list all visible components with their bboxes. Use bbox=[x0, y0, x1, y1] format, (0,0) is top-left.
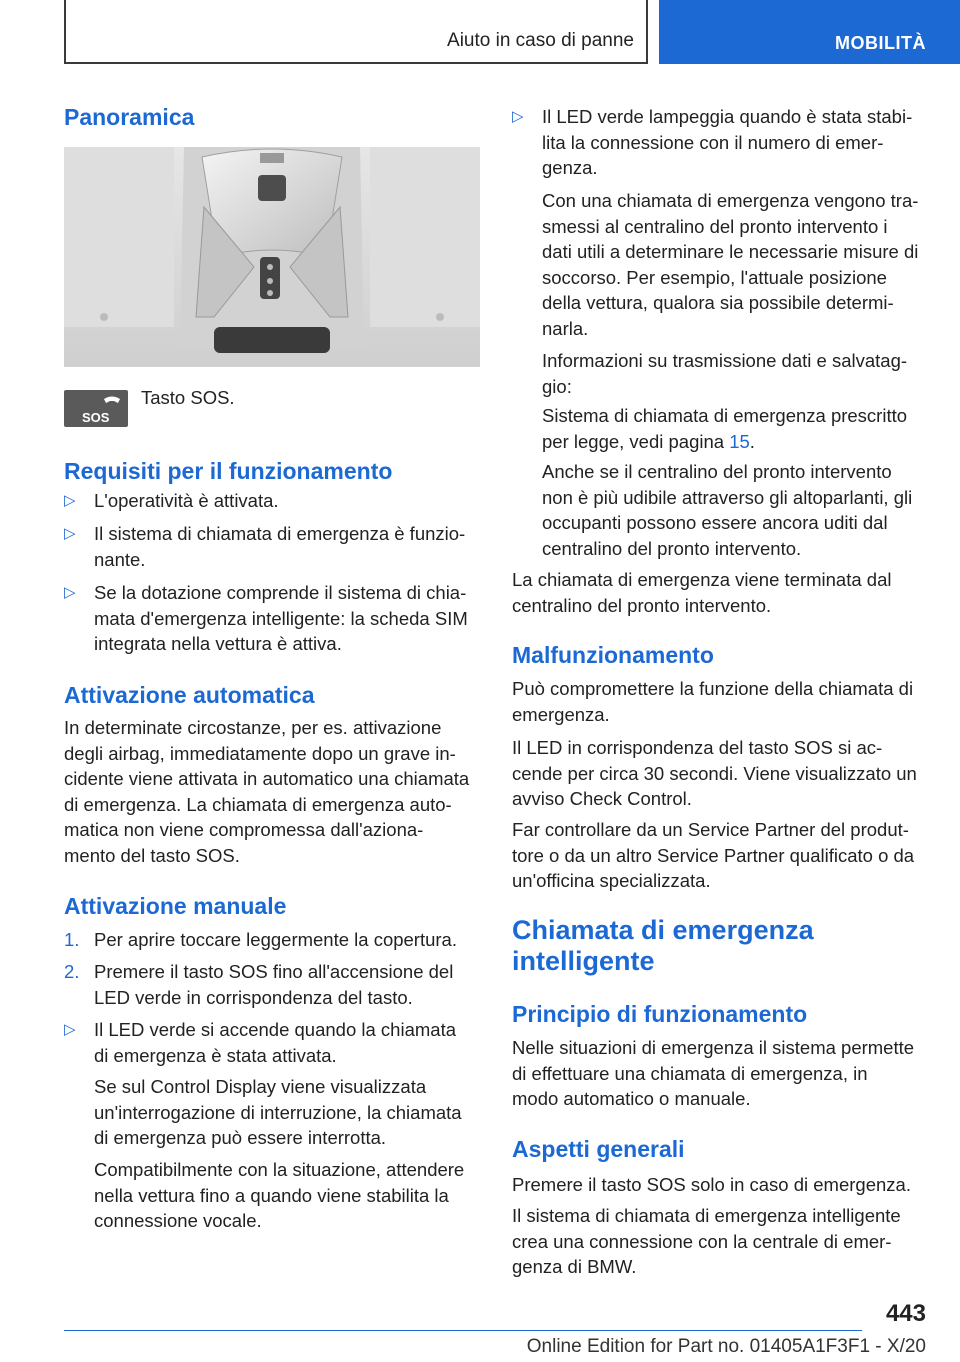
paragraph-legal-system: Sistema di chiamata di emergenza prescritto per legge, vedi pagina 15. bbox=[542, 405, 908, 452]
step-item bbox=[64, 927, 484, 953]
list-item bbox=[64, 1017, 484, 1069]
list-item-text: Il LED verde lampeggia quando è stata stabi- bbox=[542, 106, 913, 127]
paragraph-principio: Nelle situazioni di emergenza il sistema permette di effettuare una chiamata di emergenza, in modo automatico o manuale. bbox=[512, 1037, 915, 1109]
sos-phone-icon bbox=[64, 390, 128, 427]
overhead-console-photo bbox=[64, 147, 480, 367]
header-chapter-label: MOBILITÀ bbox=[835, 33, 926, 53]
paragraph-call-end: La chiamata di emergenza viene terminata dal centralino del pronto intervento. bbox=[512, 569, 892, 616]
list-item bbox=[64, 521, 480, 573]
page-header bbox=[0, 0, 960, 68]
heading-principio: Principio di funzionamento bbox=[512, 1001, 808, 1027]
sos-button-icon bbox=[64, 390, 128, 427]
overhead-console-illustration bbox=[64, 147, 480, 367]
list-item-text: lita la connessione con il numero di emer- bbox=[542, 131, 884, 153]
sos-icon-label: SOS bbox=[82, 410, 110, 425]
bullet-triangle-icon: ▷ bbox=[64, 1021, 76, 1038]
heading-requisiti: Requisiti per il funzionamento bbox=[64, 458, 393, 484]
paragraph-malf-2: Il LED in corrispondenza del tasto SOS si ac- cende per circa 30 secondi. Viene visualizzato un avviso Check Control. bbox=[512, 737, 917, 809]
list-item-text: integrata nella vettura è attiva. bbox=[94, 633, 342, 654]
paragraph-occupants-heard: Anche se il centralino del pronto intervento non è più udibile attraverso gli altoparlanti, gli occupanti possono essere ancora uditi dal centralino del pronto intervento. bbox=[542, 461, 913, 559]
bullet-triangle-icon: ▷ bbox=[64, 492, 76, 509]
paragraph-aspetti-1: Premere il tasto SOS solo in caso di emergenza. bbox=[512, 1174, 911, 1195]
heading-attivazione-manuale: Attivazione manuale bbox=[64, 893, 287, 919]
footer-edition: Online Edition for Part no. 01405A1F3F1 - X/20 bbox=[526, 1336, 926, 1357]
step-text: LED verde in corrispondenza del tasto. bbox=[94, 986, 413, 1008]
list-item bbox=[512, 104, 932, 182]
step-item bbox=[64, 959, 484, 1011]
list-item-text: Il LED verde si accende quando la chiamata bbox=[94, 1019, 456, 1040]
sos-caption: Tasto SOS. bbox=[141, 387, 235, 408]
footer-divider bbox=[64, 1330, 862, 1331]
heading-chiamata-intelligente: Chiamata di emergenza intelligente bbox=[512, 915, 814, 976]
paragraph-aspetti-2: Il sistema di chiamata di emergenza intelligente crea una connessione con la centrale di emer- genza di BMW. bbox=[512, 1205, 901, 1277]
bullet-triangle-icon: ▷ bbox=[512, 108, 524, 125]
list-item-text: di emergenza è stata attivata. bbox=[94, 1044, 337, 1066]
page-reference-link[interactable]: 15 bbox=[729, 430, 750, 452]
paragraph-data-transmission: Con una chiamata di emergenza vengono tra- smessi al centralino del pronto intervento i dati utili a determinare le necessarie misure di soccorso. Per esempio, l'attuale posizione della vettura, qualora sia possibile determi- narla. bbox=[542, 190, 919, 339]
step-number: 2. bbox=[64, 961, 80, 982]
step-text: Per aprire toccare leggermente la copertura. bbox=[94, 929, 457, 950]
list-item-text: L'operatività è attivata. bbox=[94, 490, 279, 511]
list-item bbox=[64, 488, 480, 514]
list-item-text: mata d'emergenza intelligente: la scheda SIM bbox=[94, 607, 468, 629]
list-item bbox=[64, 580, 480, 658]
bullet-triangle-icon: ▷ bbox=[64, 584, 76, 601]
heading-panoramica: Panoramica bbox=[64, 104, 195, 130]
list-item-text: Il sistema di chiamata di emergenza è funzio- bbox=[94, 523, 466, 544]
paragraph-malf-3: Far controllare da un Service Partner del produt- tore o da un altro Service Partner qualificato o da un'officina specializzata. bbox=[512, 819, 915, 891]
heading-attivazione-automatica: Attivazione automatica bbox=[64, 682, 315, 708]
header-section-box bbox=[64, 0, 648, 64]
heading-malfunzionamento: Malfunzionamento bbox=[512, 642, 714, 668]
header-section-title: Aiuto in caso di panne bbox=[447, 30, 634, 51]
paragraph-led-interrupt: Se sul Control Display viene visualizzata un'interrogazione di interruzione, la chiamata di emergenza può essere interrotta. bbox=[94, 1076, 462, 1148]
header-chapter-tab bbox=[659, 0, 960, 64]
list-item-text: genza. bbox=[542, 157, 598, 178]
bullet-triangle-icon: ▷ bbox=[64, 525, 76, 542]
paragraph-led-wait: Compatibilmente con la situazione, attendere nella vettura fino a quando viene stabilita la connessione vocale. bbox=[94, 1159, 465, 1231]
paragraph-malf-1: Può compromettere la funzione della chiamata di emergenza. bbox=[512, 678, 914, 725]
list-item-text: nante. bbox=[94, 548, 146, 570]
page-number: 443 bbox=[885, 1300, 926, 1327]
list-item-text: Se la dotazione comprende il sistema di chia- bbox=[94, 582, 467, 603]
step-text: Premere il tasto SOS fino all'accensione del bbox=[94, 961, 454, 982]
paragraph-info-data: Informazioni su trasmissione dati e salvatag- gio: bbox=[542, 350, 908, 397]
paragraph-auto: In determinate circostanze, per es. attivazione degli airbag, immediatamente dopo un grave in- cidente viene attivata in automatico una chiamata di emergenza. La chiamata di emergenza auto- matica non viene compromessa dall'aziona- mento del tasto SOS. bbox=[64, 717, 470, 866]
heading-aspetti-generali: Aspetti generali bbox=[512, 1136, 685, 1162]
step-number: 1. bbox=[64, 929, 80, 950]
